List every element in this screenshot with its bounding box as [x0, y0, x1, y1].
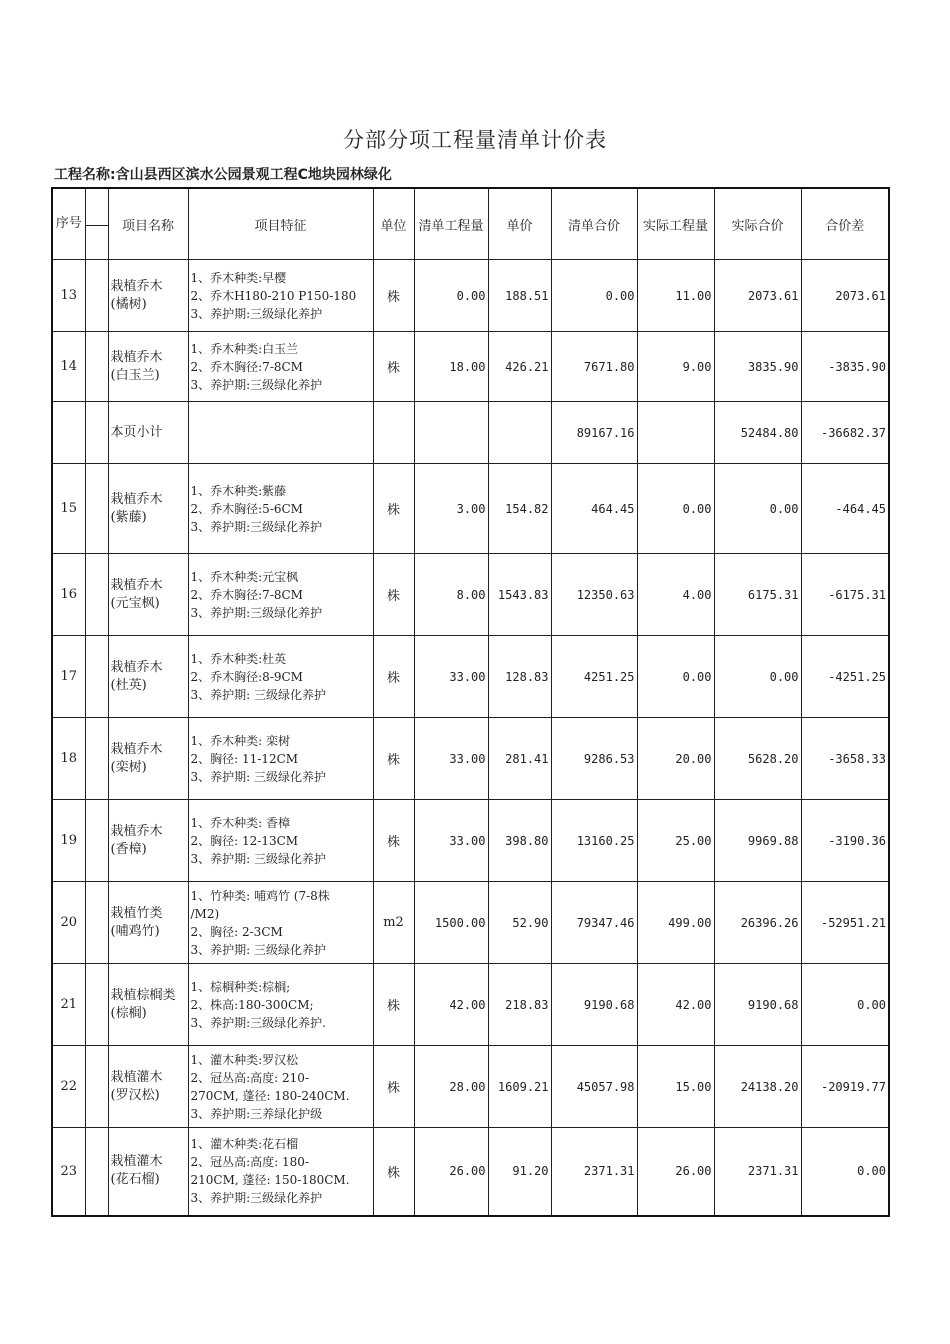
row-diff: 0.00 — [801, 964, 889, 1046]
row-diff: -20919.77 — [801, 1046, 889, 1128]
row-actual-qty: 15.00 — [637, 1046, 714, 1128]
table-row — [52, 402, 889, 464]
row-name: 栽植乔木 (栾树) — [108, 718, 188, 800]
row-blank — [85, 332, 108, 402]
row-feature: 1、乔木种类:元宝枫 2、乔木胸径:7-8CM 3、养护期:三级绿化养护 — [188, 554, 373, 636]
row-actual-qty: 9.00 — [637, 332, 714, 402]
row-actual-total: 9969.88 — [714, 800, 801, 882]
header-blank-2 — [85, 226, 108, 260]
row-diff: 2073.61 — [801, 260, 889, 332]
row-diff: -3835.90 — [801, 332, 889, 402]
row-seq: 23 — [52, 1128, 85, 1216]
row-total: 9190.68 — [551, 964, 637, 1046]
row-name: 栽植灌木 (罗汉松) — [108, 1046, 188, 1128]
row-actual-qty: 20.00 — [637, 718, 714, 800]
table-row — [52, 260, 889, 332]
row-total: 4251.25 — [551, 636, 637, 718]
row-name: 栽植乔木 (杜英) — [108, 636, 188, 718]
row-actual-total: 5628.20 — [714, 718, 801, 800]
row-diff: -4251.25 — [801, 636, 889, 718]
table-row — [52, 554, 889, 636]
row-diff: -52951.21 — [801, 882, 889, 964]
row-seq: 15 — [52, 464, 85, 554]
row-seq: 20 — [52, 882, 85, 964]
row-name: 栽植乔木 (元宝枫) — [108, 554, 188, 636]
row-unit: 株 — [373, 1128, 414, 1216]
table-row — [52, 464, 889, 554]
row-name: 栽植灌木 (花石榴) — [108, 1128, 188, 1216]
row-seq: 17 — [52, 636, 85, 718]
row-qty: 8.00 — [414, 554, 488, 636]
table-row — [52, 636, 889, 718]
row-seq: 18 — [52, 718, 85, 800]
row-unit: 株 — [373, 964, 414, 1046]
row-feature: 1、乔木种类:早樱 2、乔木H180-210 P150-180 3、养护期:三级绿化养护 — [188, 260, 373, 332]
row-actual-total: 2371.31 — [714, 1128, 801, 1216]
row-price: 52.90 — [488, 882, 551, 964]
row-seq: 13 — [52, 260, 85, 332]
header-name: 项目名称 — [108, 188, 188, 260]
row-actual-total: 2073.61 — [714, 260, 801, 332]
row-total: 7671.80 — [551, 332, 637, 402]
row-price: 1609.21 — [488, 1046, 551, 1128]
row-blank — [85, 402, 108, 464]
row-total: 13160.25 — [551, 800, 637, 882]
row-total: 45057.98 — [551, 1046, 637, 1128]
row-qty: 33.00 — [414, 718, 488, 800]
row-actual-qty: 0.00 — [637, 636, 714, 718]
row-total: 2371.31 — [551, 1128, 637, 1216]
row-unit: 株 — [373, 718, 414, 800]
row-total: 12350.63 — [551, 554, 637, 636]
row-actual-qty: 499.00 — [637, 882, 714, 964]
row-actual-total: 0.00 — [714, 636, 801, 718]
table-row — [52, 1128, 889, 1216]
header-row — [52, 188, 889, 226]
row-feature: 1、竹种类: 哺鸡竹 (7-8株 /M2) 2、胸径: 2-3CM 3、养护期: 三级绿化养护 — [188, 882, 373, 964]
row-qty: 0.00 — [414, 260, 488, 332]
table-row — [52, 964, 889, 1046]
row-actual-total: 52484.80 — [714, 402, 801, 464]
row-seq: 19 — [52, 800, 85, 882]
row-actual-qty: 42.00 — [637, 964, 714, 1046]
row-name: 栽植竹类 (哺鸡竹) — [108, 882, 188, 964]
row-actual-total: 6175.31 — [714, 554, 801, 636]
row-qty: 42.00 — [414, 964, 488, 1046]
row-feature: 1、灌木种类:花石榴 2、冠丛高:高度: 180- 210CM, 蓬径: 150-180CM. 3、养护期:三级绿化养护 — [188, 1128, 373, 1216]
row-blank — [85, 1046, 108, 1128]
header-actual-total: 实际合价 — [714, 188, 801, 260]
row-actual-total: 9190.68 — [714, 964, 801, 1046]
row-unit: m2 — [373, 882, 414, 964]
row-blank — [85, 964, 108, 1046]
row-unit: 株 — [373, 636, 414, 718]
header-feature: 项目特征 — [188, 188, 373, 260]
row-blank — [85, 882, 108, 964]
row-seq: 21 — [52, 964, 85, 1046]
row-total: 9286.53 — [551, 718, 637, 800]
page-title: 分部分项工程量清单计价表 — [343, 128, 607, 152]
header-seq: 序号 — [52, 188, 85, 260]
table-row — [52, 332, 889, 402]
row-qty — [414, 402, 488, 464]
row-unit — [373, 402, 414, 464]
row-price: 398.80 — [488, 800, 551, 882]
header-blank — [85, 188, 108, 226]
row-diff: -464.45 — [801, 464, 889, 554]
row-actual-total: 0.00 — [714, 464, 801, 554]
row-unit: 株 — [373, 800, 414, 882]
row-qty: 18.00 — [414, 332, 488, 402]
row-actual-qty — [637, 402, 714, 464]
row-qty: 33.00 — [414, 636, 488, 718]
row-price: 154.82 — [488, 464, 551, 554]
row-unit: 株 — [373, 554, 414, 636]
row-actual-qty: 26.00 — [637, 1128, 714, 1216]
row-feature: 1、乔木种类:紫藤 2、乔木胸径:5-6CM 3、养护期:三级绿化养护 — [188, 464, 373, 554]
row-price: 281.41 — [488, 718, 551, 800]
row-actual-qty: 25.00 — [637, 800, 714, 882]
row-diff: -6175.31 — [801, 554, 889, 636]
header-total: 清单合价 — [551, 188, 637, 260]
row-blank — [85, 464, 108, 554]
row-blank — [85, 554, 108, 636]
row-qty: 33.00 — [414, 800, 488, 882]
row-blank — [85, 260, 108, 332]
row-total: 0.00 — [551, 260, 637, 332]
row-feature: 1、乔木种类: 香樟 2、胸径: 12-13CM 3、养护期: 三级绿化养护 — [188, 800, 373, 882]
row-actual-total: 26396.26 — [714, 882, 801, 964]
pricing-table — [51, 187, 890, 1217]
table-row — [52, 800, 889, 882]
project-name: 工程名称:含山县西区滨水公园景观工程C地块园林绿化 — [54, 167, 392, 183]
row-blank — [85, 636, 108, 718]
header-price: 单价 — [488, 188, 551, 260]
header-unit: 单位 — [373, 188, 414, 260]
row-price: 426.21 — [488, 332, 551, 402]
row-actual-total: 3835.90 — [714, 332, 801, 402]
row-price: 128.83 — [488, 636, 551, 718]
row-actual-qty: 11.00 — [637, 260, 714, 332]
row-unit: 株 — [373, 332, 414, 402]
row-diff: -3658.33 — [801, 718, 889, 800]
row-feature: 1、灌木种类:罗汉松 2、冠丛高:高度: 210- 270CM, 蓬径: 180-240CM. 3、养护期:三养绿化护级 — [188, 1046, 373, 1128]
row-blank — [85, 718, 108, 800]
row-name: 栽植乔木 (香樟) — [108, 800, 188, 882]
row-price: 188.51 — [488, 260, 551, 332]
row-unit: 株 — [373, 464, 414, 554]
row-unit: 株 — [373, 1046, 414, 1128]
row-qty: 3.00 — [414, 464, 488, 554]
row-qty: 26.00 — [414, 1128, 488, 1216]
row-price: 1543.83 — [488, 554, 551, 636]
row-seq: 14 — [52, 332, 85, 402]
table-row — [52, 882, 889, 964]
row-total: 79347.46 — [551, 882, 637, 964]
table-row — [52, 1046, 889, 1128]
row-blank — [85, 800, 108, 882]
table-row — [52, 718, 889, 800]
row-name: 栽植乔木 (橘树) — [108, 260, 188, 332]
header-qty: 清单工程量 — [414, 188, 488, 260]
row-feature — [188, 402, 373, 464]
row-diff: -36682.37 — [801, 402, 889, 464]
row-blank — [85, 1128, 108, 1216]
row-price: 91.20 — [488, 1128, 551, 1216]
row-price: 218.83 — [488, 964, 551, 1046]
row-seq: 16 — [52, 554, 85, 636]
row-feature: 1、乔木种类:杜英 2、乔木胸径:8-9CM 3、养护期: 三级绿化养护 — [188, 636, 373, 718]
row-diff: -3190.36 — [801, 800, 889, 882]
row-qty: 28.00 — [414, 1046, 488, 1128]
row-name: 栽植棕榈类 (棕榈) — [108, 964, 188, 1046]
row-actual-total: 24138.20 — [714, 1046, 801, 1128]
row-name: 栽植乔木 (白玉兰) — [108, 332, 188, 402]
row-seq — [52, 402, 85, 464]
row-actual-qty: 0.00 — [637, 464, 714, 554]
row-name: 栽植乔木 (紫藤) — [108, 464, 188, 554]
row-qty: 1500.00 — [414, 882, 488, 964]
row-feature: 1、乔木种类: 栾树 2、胸径: 11-12CM 3、养护期: 三级绿化养护 — [188, 718, 373, 800]
row-unit: 株 — [373, 260, 414, 332]
header-diff: 合价差 — [801, 188, 889, 260]
row-feature: 1、棕榈种类:棕榈; 2、株高:180-300CM; 3、养护期:三级绿化养护. — [188, 964, 373, 1046]
row-total: 464.45 — [551, 464, 637, 554]
row-seq: 22 — [52, 1046, 85, 1128]
row-name: 本页小计 — [108, 402, 188, 464]
row-total: 89167.16 — [551, 402, 637, 464]
row-diff: 0.00 — [801, 1128, 889, 1216]
header-actual-qty: 实际工程量 — [637, 188, 714, 260]
row-price — [488, 402, 551, 464]
row-actual-qty: 4.00 — [637, 554, 714, 636]
row-feature: 1、乔木种类:白玉兰 2、乔木胸径:7-8CM 3、养护期:三级绿化养护 — [188, 332, 373, 402]
